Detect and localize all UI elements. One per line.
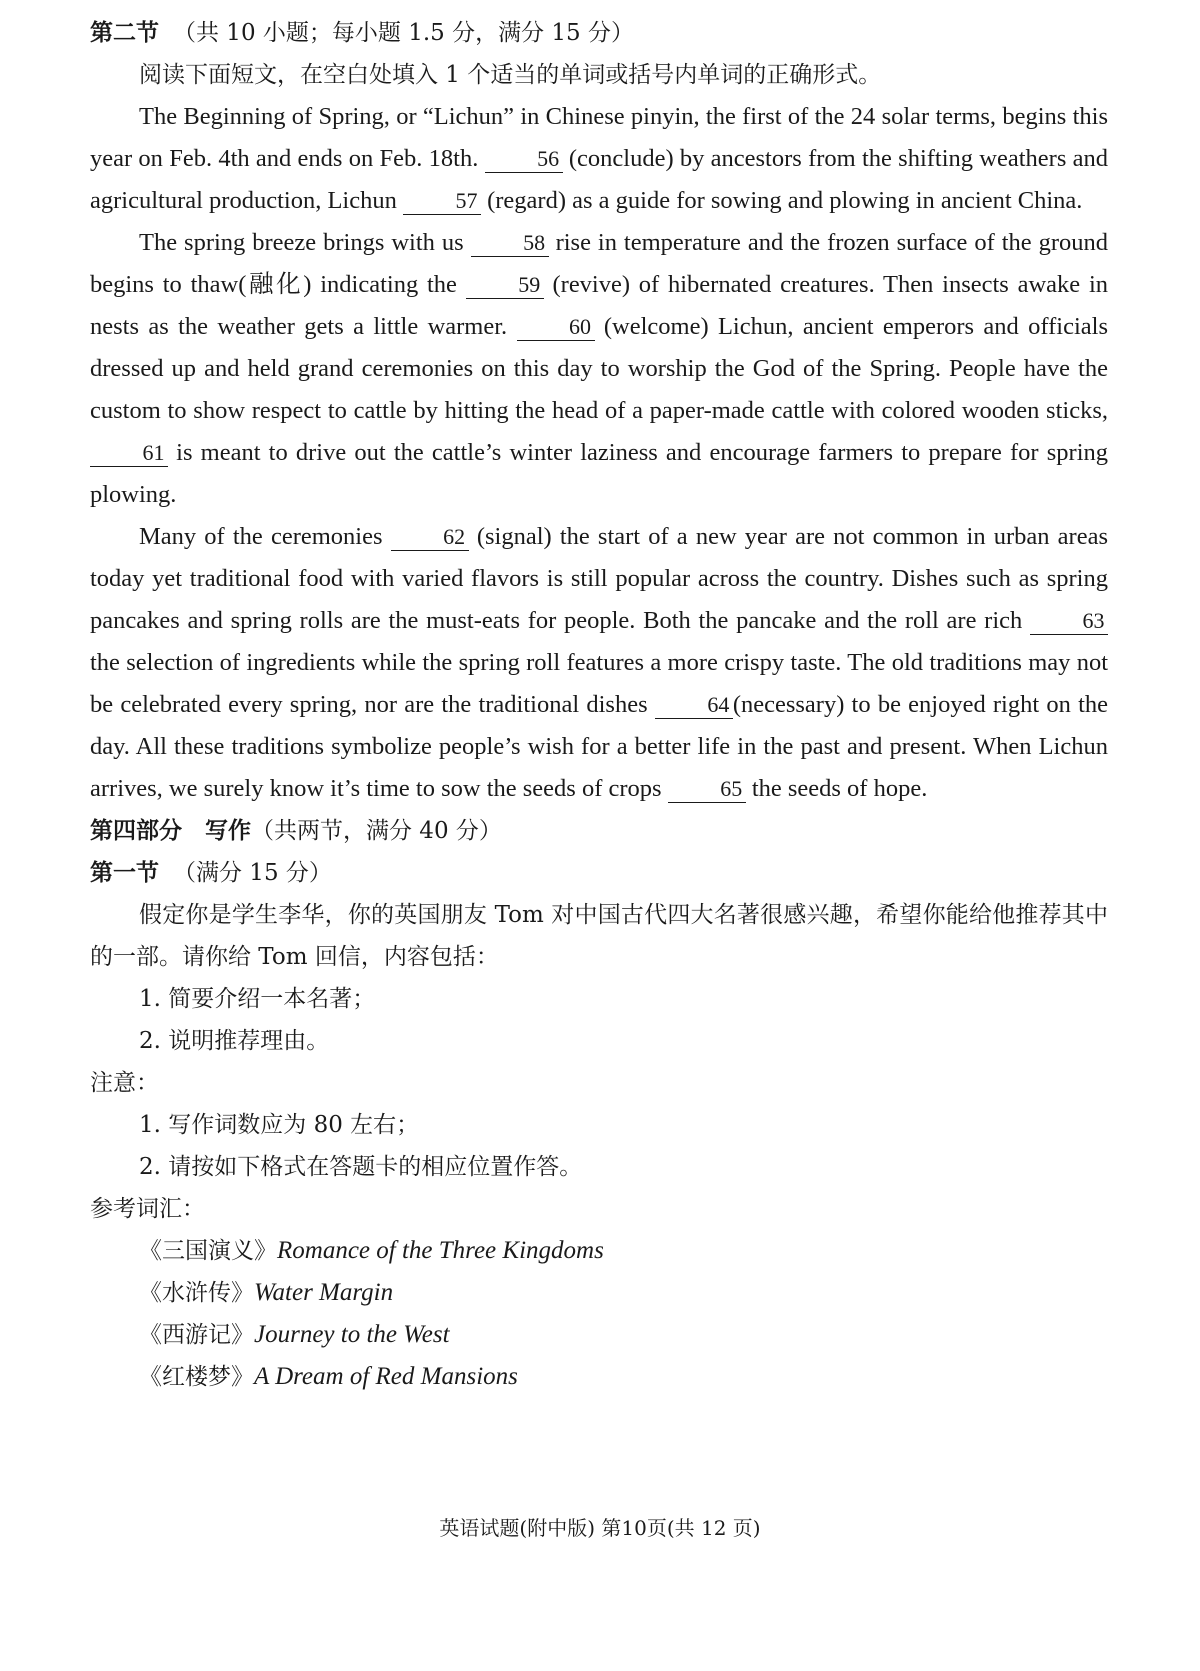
blank-60: 60 xyxy=(517,314,595,341)
passage-text: (welcome) Lichun, ancient emperors and officials dressed up and held grand ceremonies on this day to worship the God of the Spring. People have the custom to show respect to cattle by hitting the head of a paper-made cattle with colored wooden sticks, xyxy=(90,313,1108,424)
passage-paragraph-1 xyxy=(90,96,1108,222)
passage-text: is meant to drive out the cattle’s winter laziness and encourage farmers to prepare for spring plowing. xyxy=(90,439,1108,508)
passage-text: (conclude) by ancestors from the shifting weathers and agricultural production, Lichun xyxy=(90,145,1108,214)
vocab-en: Romance of the Three Kingdoms xyxy=(277,1237,604,1264)
vocab-item xyxy=(90,1230,1108,1272)
blank-59: 59 xyxy=(466,272,544,299)
passage-text: The spring breeze brings with us xyxy=(139,229,471,256)
passage-paragraph-3 xyxy=(90,516,1108,810)
blank-64: 64 xyxy=(655,692,733,719)
section2-title: 第二节 xyxy=(90,19,159,46)
blank-65: 65 xyxy=(668,776,746,803)
blank-63: 63 xyxy=(1030,608,1108,635)
writing-prompt: 假定你是学生李华，你的英国朋友 Tom 对中国古代四大名著很感兴趣，希望你能给他推荐其中的一部。请你给 Tom 回信，内容包括： xyxy=(90,902,1108,970)
vocab-en: A Dream of Red Mansions xyxy=(254,1363,518,1390)
exam-page xyxy=(90,12,1108,1398)
note-item-1: 1. 写作词数应为 80 左右； xyxy=(139,1112,420,1138)
vocab-cn: 《西游记》 xyxy=(139,1322,254,1348)
part4-heading xyxy=(90,810,1108,852)
vocab-cn: 《水浒传》 xyxy=(139,1280,254,1306)
vocab-item xyxy=(90,1356,1108,1398)
section1-title: 第一节 xyxy=(90,859,159,886)
passage-text: (revive) of hibernated creatures. Then insects awake in nests as the weather gets a little warmer. xyxy=(90,271,1108,340)
section2-instruction: 阅读下面短文，在空白处填入 1 个适当的单词或括号内单词的正确形式。 xyxy=(139,62,882,88)
part4-note: （共两节，满分 40 分） xyxy=(251,818,502,844)
note-item-2: 2. 请按如下格式在答题卡的相应位置作答。 xyxy=(139,1154,583,1180)
vocab-item xyxy=(90,1314,1108,1356)
blank-61: 61 xyxy=(90,440,168,467)
prompt-item-2: 2. 说明推荐理由。 xyxy=(139,1028,330,1054)
section1-note: （满分 15 分） xyxy=(173,860,332,886)
blank-62: 62 xyxy=(391,524,469,551)
page-footer: 英语试题(附中版) 第10页(共 12 页) xyxy=(439,1516,761,1540)
passage-text: rise in temperature and the frozen surface of the ground begins to thaw(融化) indicating the xyxy=(90,229,1108,298)
section2-note: （共 10 小题；每小题 1.5 分，满分 15 分） xyxy=(173,20,634,46)
passage-text: the seeds of hope. xyxy=(745,775,928,802)
vocab-item xyxy=(90,1272,1108,1314)
vocab-cn: 《三国演义》 xyxy=(139,1238,277,1264)
passage-text: Many of the ceremonies xyxy=(139,523,391,550)
section2-heading xyxy=(90,12,1108,54)
passage-text: (necessary) to be enjoyed right on the day. All these traditions symbolize people’s wish for a better life in the past and present. When Lichun arrives, we surely know it’s time to sow the seeds of crops xyxy=(90,691,1109,802)
passage-text: (regard) as a guide for sowing and plowing in ancient China. xyxy=(480,187,1083,214)
passage-text: The Beginning of Spring, or “Lichun” in Chinese pinyin, the first of the 24 solar terms, begins this year on Feb. 4th and ends on Feb. 18th. xyxy=(90,103,1108,172)
passage-text: (signal) the start of a new year are not common in urban areas today yet traditional food with varied flavors is still popular across the country. Dishes such as spring pancakes and spring rolls are the must-eats for people. Both the pancake and the roll are rich xyxy=(90,523,1108,634)
blank-57: 57 xyxy=(403,188,481,215)
vocab-en: Water Margin xyxy=(254,1279,394,1306)
passage-text: the selection of ingredients while the spring roll features a more crispy taste. The old traditions may not be celebrated every spring, nor are the traditional dishes xyxy=(90,649,1108,718)
notes-label: 注意： xyxy=(90,1070,159,1096)
vocab-label: 参考词汇： xyxy=(90,1196,205,1222)
vocab-en: Journey to the West xyxy=(254,1321,450,1348)
passage-paragraph-2 xyxy=(90,222,1108,516)
prompt-item-1: 1. 简要介绍一本名著； xyxy=(139,986,376,1012)
section1-heading xyxy=(90,852,1108,894)
blank-56: 56 xyxy=(485,146,563,173)
blank-58: 58 xyxy=(471,230,549,257)
part4-title: 第四部分 写作 xyxy=(90,817,251,844)
vocab-cn: 《红楼梦》 xyxy=(139,1364,254,1390)
